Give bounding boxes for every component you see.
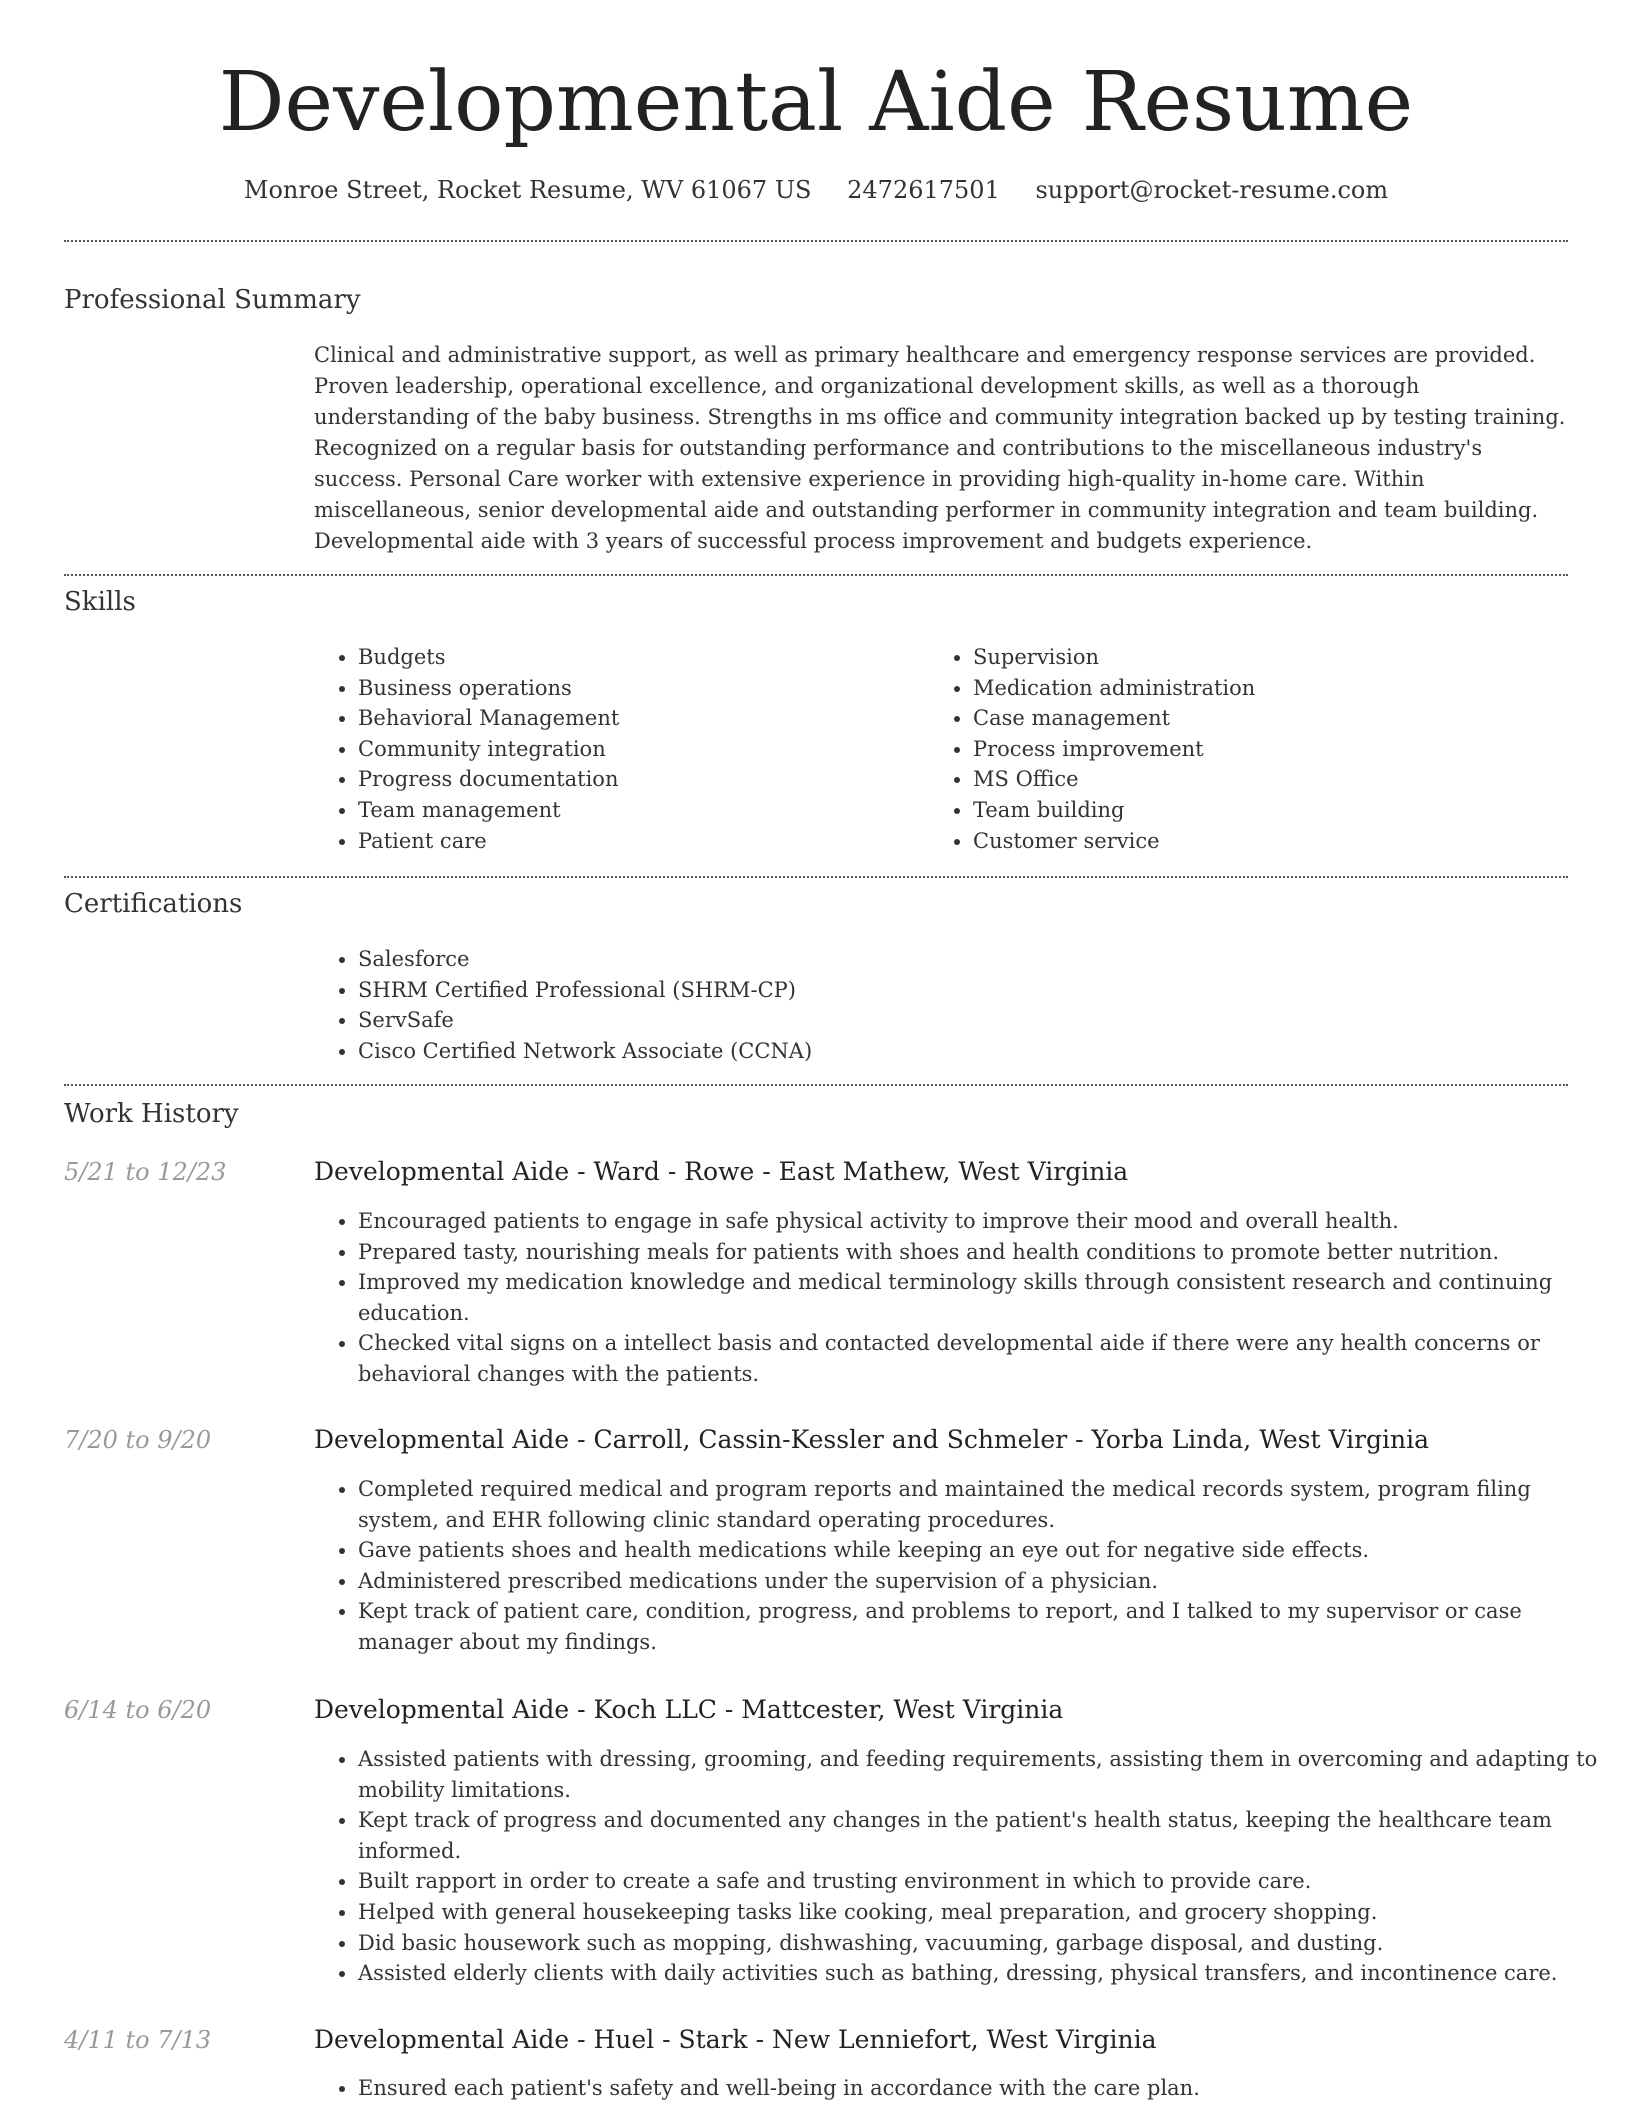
job-title: Developmental Aide - Ward - Rowe - East Mathew, West Virginia [314,1157,1129,1186]
skill-item: • Patient care [358,826,918,857]
skill-item: • Team building [973,795,1573,826]
job-title: Developmental Aide - Carroll, Cassin-Kessler and Schmeler - Yorba Linda, West Virginia [314,1425,1430,1454]
job-bullet: • Ensured each patient's safety and well-being in accordance with the care plan. [358,2073,1612,2104]
job-dates: 4/11 to 7/13 [64,2026,212,2054]
skill-item: • Case management [973,703,1573,734]
divider [64,1084,1568,1086]
job-bullet: • Kept track of progress and documented any changes in the patient's health status, keeping the healthcare team informed. [358,1805,1612,1866]
job-bullet: • Prepared tasty, nourishing meals for patients with shoes and health conditions to promote better nutrition. [358,1237,1612,1268]
resume-title: Developmental Aide Resume [218,55,1414,150]
contact-address: Monroe Street, Rocket Resume, WV 61067 US [243,176,812,204]
skill-item: • Business operations [358,673,918,704]
skill-item: • Supervision [973,642,1573,673]
job-bullet: • Kept track of patient care, condition, progress, and problems to report, and I talked to my supervisor or case manager about my findings. [358,1596,1612,1657]
skill-item: • Community integration [358,734,918,765]
contact-email: support@rocket-resume.com [1035,176,1389,204]
job-bullet: • Built rapport in order to create a safe and trusting environment in which to provide care. [358,1866,1612,1897]
certifications-heading: Certifications [64,889,243,919]
divider [64,574,1568,576]
certification-item: • SHRM Certified Professional (SHRM-CP) [358,975,1612,1006]
skills-list-right [929,642,1573,856]
summary-heading: Professional Summary [64,285,361,315]
skills-list-left [314,642,918,856]
certification-item: • ServSafe [358,1005,1612,1036]
job-bullet: • Gave patients shoes and health medications while keeping an eye out for negative side effects. [358,1535,1612,1566]
job-bullets [314,1744,1612,1989]
job-bullet: • Encouraged patients to engage in safe physical activity to improve their mood and overall health. [358,1206,1612,1237]
job-bullet: • Helped with general housekeeping tasks like cooking, meal preparation, and grocery shopping. [358,1897,1612,1928]
job-bullet: • Assisted patients with dressing, grooming, and feeding requirements, assisting them in overcoming and adapting to mobility limitations. [358,1744,1612,1805]
job-dates: 5/21 to 12/23 [64,1158,227,1186]
certifications-list [314,944,1612,1066]
skill-item: • Customer service [973,826,1573,857]
skill-item: • Medication administration [973,673,1573,704]
job-dates: 6/14 to 6/20 [64,1696,212,1724]
job-bullet: • Checked vital signs on a intellect basis and contacted developmental aide if there were any health concerns or behavioral changes with the patients. [358,1328,1612,1389]
skills-heading: Skills [64,587,136,617]
contact-phone: 2472617501 [847,176,1000,204]
job-bullets [314,1206,1612,1390]
job-bullet: • Did basic housework such as mopping, dishwashing, vacuuming, garbage disposal, and dusting. [358,1928,1612,1959]
job-bullets [314,1474,1612,1658]
divider [64,240,1568,242]
job-bullet: • Improved my medication knowledge and medical terminology skills through consistent research and continuing education. [358,1267,1612,1328]
job-bullets [314,2073,1612,2104]
skill-item: • Budgets [358,642,918,673]
summary-text: Clinical and administrative support, as well as primary healthcare and emergency response services are provided. Proven leadership, operational excellence, and organizational development skills, as well as a thorough understanding of the baby business. Strengths in ms office and community integration backed up by testing training. Recognized on a regular basis for outstanding performance and contributions to the miscellaneous industry's success. Personal Care worker with extensive experience in providing high-quality in-home care. Within miscellaneous, senior developmental aide and outstanding performer in community integration and team building. Developmental aide with 3 years of successful process improvement and budgets experience. [314,343,1566,553]
job-bullet: • Completed required medical and program reports and maintained the medical records system, program filing system, and EHR following clinic standard operating procedures. [358,1474,1612,1535]
divider [64,876,1568,878]
job-title: Developmental Aide - Koch LLC - Mattcester, West Virginia [314,1695,1064,1724]
job-dates: 7/20 to 9/20 [64,1426,212,1454]
skill-item: • Team management [358,795,918,826]
contact-line [0,170,1632,210]
job-bullet: • Administered prescribed medications under the supervision of a physician. [358,1566,1612,1597]
job-bullet: • Assisted elderly clients with daily activities such as bathing, dressing, physical transfers, and incontinence care. [358,1958,1612,1989]
skill-item: • Process improvement [973,734,1573,765]
skill-item: • MS Office [973,764,1573,795]
work-heading: Work History [64,1099,239,1129]
job-title: Developmental Aide - Huel - Stark - New Lenniefort, West Virginia [314,2025,1157,2054]
certification-item: • Cisco Certified Network Associate (CCNA) [358,1036,1612,1067]
skill-item: • Progress documentation [358,764,918,795]
skill-item: • Behavioral Management [358,703,918,734]
certification-item: • Salesforce [358,944,1612,975]
